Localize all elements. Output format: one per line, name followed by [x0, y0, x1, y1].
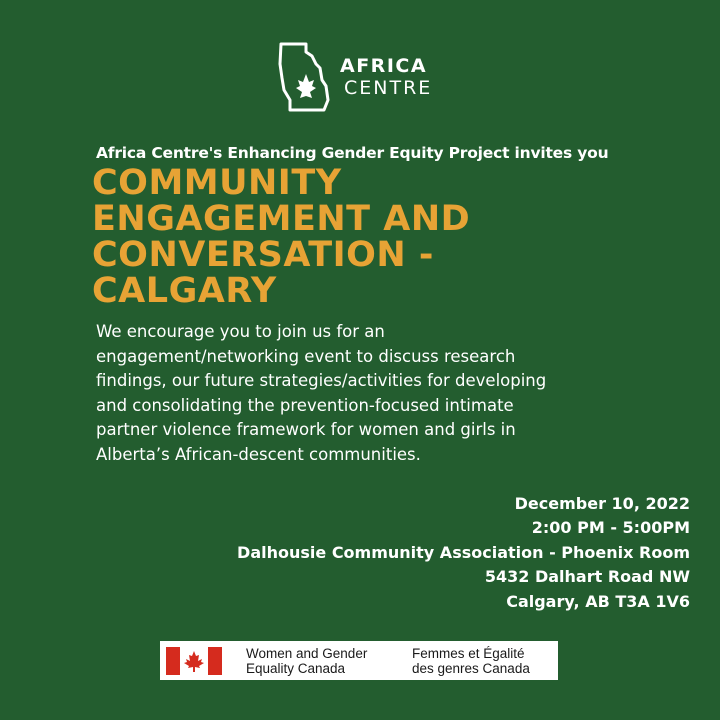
description-line: engagement/networking event to discuss research [96, 346, 516, 366]
description-line: We encourage you to join us for an [96, 322, 385, 341]
description-line: Alberta’s African-descent communities. [96, 444, 421, 464]
event-address: 5432 Dalhart Road NW [484, 567, 690, 587]
wage-fr-line: des genres Canada [412, 660, 530, 676]
description-line: findings, our future strategies/activities for developing [96, 371, 547, 390]
logo-title-africa: AFRICA [340, 55, 428, 77]
wage-en-line: Equality Canada [246, 660, 346, 676]
wage-french-name [412, 646, 530, 676]
canada-flag-icon [166, 647, 222, 675]
event-date: December 10, 2022 [514, 494, 690, 513]
headline-line: CALGARY [92, 271, 277, 311]
description-line: partner violence framework for women and girls in [96, 420, 516, 439]
event-venue: Dalhousie Community Association - Phoenix Room [237, 542, 690, 562]
logo-title-centre: CENTRE [344, 77, 433, 99]
event-time: 2:00 PM - 5:00PM [531, 518, 690, 538]
headline-line: ENGAGEMENT AND [92, 199, 471, 239]
invitation-line: Africa Centre's Enhancing Gender Equity Project invites you [96, 144, 609, 162]
description-line: and consolidating the prevention-focused intimate [96, 395, 514, 415]
headline-line: CONVERSATION - [92, 235, 434, 275]
event-city: Calgary, AB T3A 1V6 [506, 591, 690, 611]
headline-line: COMMUNITY [92, 163, 342, 203]
event-description [96, 320, 656, 467]
wage-en-line: Women and Gender [246, 645, 368, 661]
africa-centre-logo [276, 40, 432, 114]
wage-english-name [246, 646, 406, 676]
wage-canada-banner [160, 641, 558, 680]
event-headline [92, 165, 652, 309]
event-details [237, 492, 690, 614]
alberta-map-maple-leaf-icon [276, 40, 332, 114]
wage-fr-line: Femmes et Égalité [412, 645, 525, 661]
